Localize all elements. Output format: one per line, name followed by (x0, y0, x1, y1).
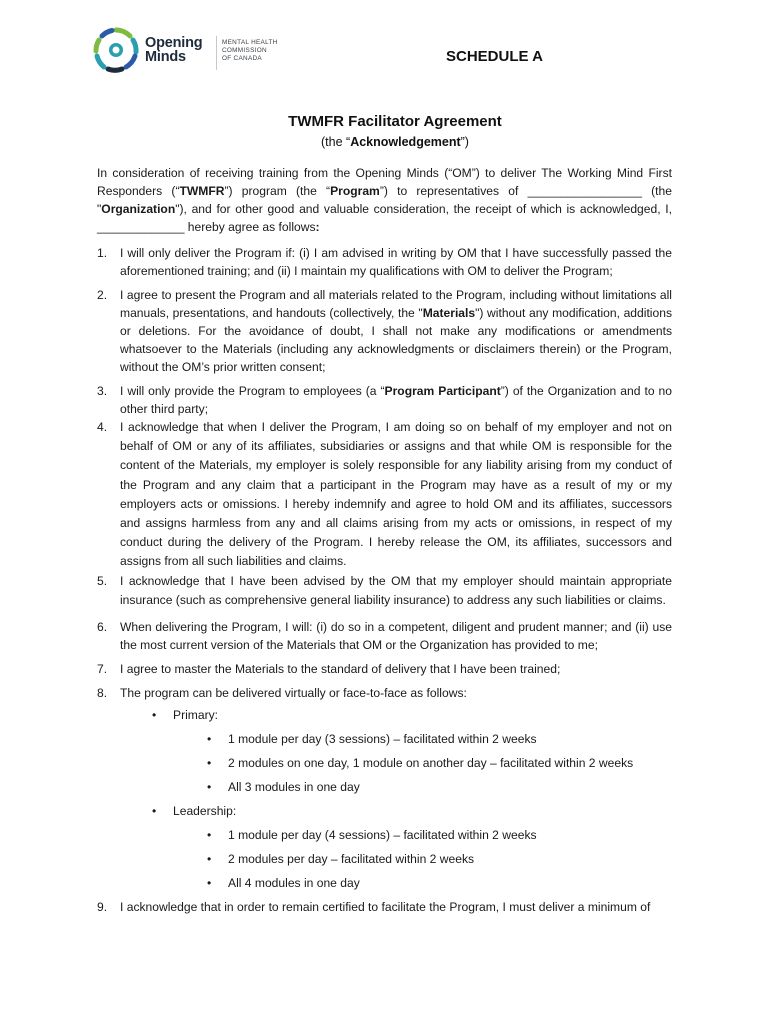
list-item: • 2 modules on one day, 1 module on another day – facilitated within 2 weeks (207, 756, 634, 771)
bullet-icon: • (152, 804, 157, 819)
clause-number: 7. (97, 662, 108, 677)
clause-9 (97, 898, 672, 916)
clause-number: 8. (97, 686, 108, 701)
ring-logo-icon (90, 24, 142, 76)
clause-text: I acknowledge that I have been advised by the OM that my employer should maintain appropriate insurance (such as comprehensive general liability insurance) to address any such liabilities or claims. (120, 573, 672, 607)
clause-text: I acknowledge that when I deliver the Program, I am doing so on behalf of my employer and not on behalf of OM or any of its affiliates, subsidiaries or assigns and that while OM is responsible for the content of the Materials, my employer is solely responsible for any liability arising from my conduct of the Program and any claim that a participant in the Program may have as a result of my or my employers acts or omissions. I hereby indemnify and agree to hold OM and its affiliates, successors and assigns harmless from any and all claims arising from my acts or omissions, in respect of my conduct during the delivery of the Program. I hereby release the OM, its affiliates, successors and assigns from all such liabilities and claims. (120, 420, 672, 569)
clause-number: 6. (97, 620, 108, 635)
opening-minds-logo (90, 24, 290, 76)
list-item: • 1 module per day (4 sessions) – facilitated within 2 weeks (207, 828, 537, 843)
clause-6 (97, 618, 672, 654)
logo-divider (216, 36, 217, 70)
list-item: • All 3 modules in one day (207, 780, 360, 795)
clause-text: I agree to master the Materials to the standard of delivery that I have been trained; (120, 662, 561, 677)
clause-number: 2. (97, 288, 108, 302)
document-title: TWMFR Facilitator Agreement (288, 113, 502, 130)
clause-text: I acknowledge that in order to remain certified to facilitate the Program, I must deliver a minimum of (120, 900, 651, 915)
clause-1 (97, 244, 672, 280)
logo-wordmark: Opening Minds (145, 35, 203, 65)
clause-text: I will only provide the Program to employees (a “Program Participant”) of the Organization and to no other third party; (120, 384, 672, 416)
list-item-leadership: • Leadership: (152, 804, 237, 819)
list-item-primary: • Primary: (152, 708, 219, 723)
clause-number: 4. (97, 420, 108, 434)
mhcc-wordmark: MENTAL HEALTH COMMISSION OF CANADA (222, 39, 278, 62)
bullet-icon: • (207, 780, 212, 795)
bullet-icon: • (207, 876, 212, 891)
list-item: • 1 module per day (3 sessions) – facilitated within 2 weeks (207, 732, 537, 747)
bullet-icon: • (207, 852, 212, 867)
clause-2 (97, 286, 672, 376)
clause-number: 9. (97, 900, 108, 915)
document-subtitle: (the “Acknowledgement”) (321, 135, 469, 149)
intro-paragraph: In consideration of receiving training from the Opening Minds (“OM”) to deliver The Working Mind First Responders (“TWMFR”) program (the “Program”) to representatives of _________________ (the "Organization"), and for other good and valuable consideration, the receipt of which is acknowledged, I, _____________ hereby agree as follows: (97, 166, 672, 234)
list-item: • All 4 modules in one day (207, 876, 360, 891)
list-item: • 2 modules per day – facilitated within 2 weeks (207, 852, 475, 867)
clause-8 (97, 684, 672, 702)
clause-number: 1. (97, 246, 108, 260)
clause-5 (97, 572, 672, 610)
agreement-body (97, 164, 672, 916)
clause-7 (97, 660, 672, 678)
clause-4 (97, 418, 672, 572)
bullet-icon: • (152, 708, 157, 723)
bullet-icon: • (207, 732, 212, 747)
clause-text: The program can be delivered virtually or face-to-face as follows: (120, 686, 467, 701)
schedule-heading: SCHEDULE A (446, 48, 543, 65)
clause-number: 3. (97, 384, 108, 398)
delivery-options (97, 706, 672, 898)
clause-text: I agree to present the Program and all materials related to the Program, including without limitations all manuals, presentations, and handouts (collectively, the "Materials") without any modification, additions or deletions. For the avoidance of doubt, I shall not make any modifications or amendments whatsoever to the Materials (including any acknowledgments or disclaimers therein) or the Program, without the OM’s prior written consent; (120, 288, 672, 374)
clause-text: I will only deliver the Program if: (i) I am advised in writing by OM that I have successfully passed the aforementioned training; and (ii) I maintain my qualifications with OM to deliver the Program; (120, 246, 672, 278)
clause-3 (97, 382, 672, 418)
bullet-icon: • (207, 828, 212, 843)
clause-number: 5. (97, 573, 108, 588)
bullet-icon: • (207, 756, 212, 771)
clause-text: When delivering the Program, I will: (i) do so in a competent, diligent and prudent manner; and (ii) use the most current version of the Materials that OM or the Organization has provided to me; (120, 620, 672, 653)
